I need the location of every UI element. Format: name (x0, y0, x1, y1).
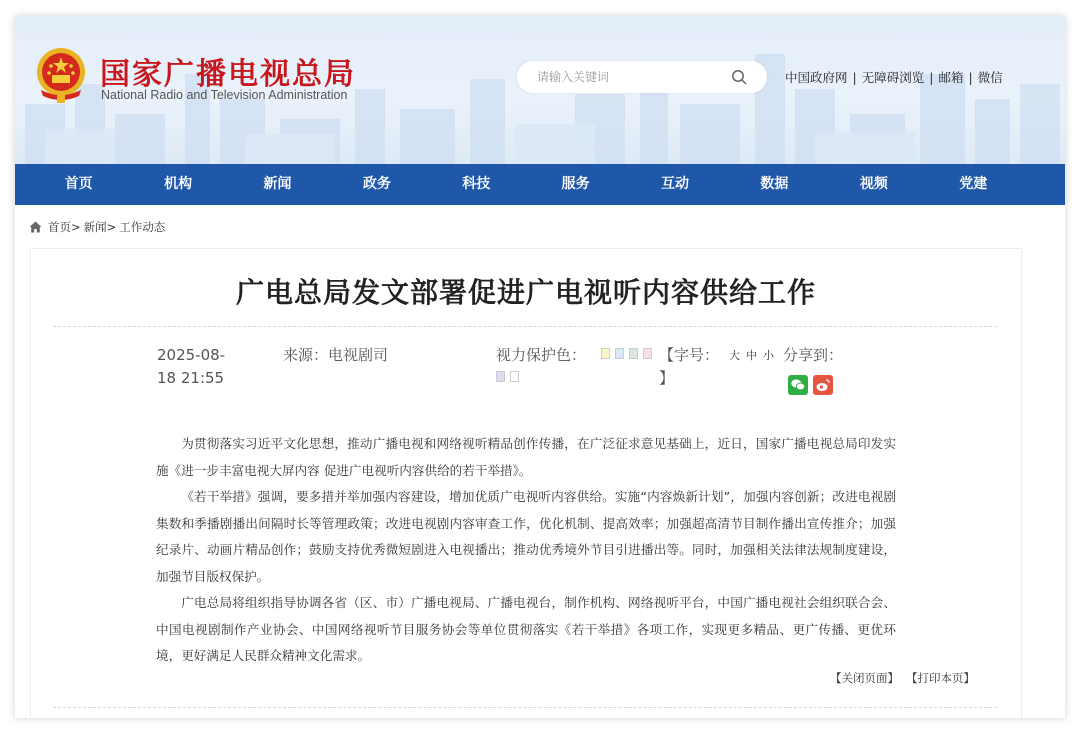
link-gov-cn[interactable]: 中国政府网 (785, 70, 848, 85)
nav-item-government-affairs[interactable]: 政务 (362, 176, 391, 192)
link-accessibility[interactable]: 无障碍浏览 (861, 70, 925, 85)
nav-item-data[interactable]: 数据 (760, 176, 789, 192)
eye-color-swatch[interactable] (496, 371, 505, 382)
article-paragraph: 广电总局将组织指导协调各省（区、市）广播电视局、广播电视台，制作机构、网络视听平台，中国广播电视社会组织联合会、中国电视剧制作产业协会、中国网络视听节目服务协会等单位贯彻落实《若干举措》各项工作，实现更多精品、更广传播、更优环境，更好满足人民群众精神文化需求。 (156, 595, 896, 663)
search-icon[interactable] (731, 69, 747, 85)
eye-color-swatch[interactable] (629, 348, 638, 359)
eye-color-swatch[interactable] (601, 348, 610, 359)
search-input[interactable] (537, 61, 727, 93)
header-banner (15, 16, 1065, 164)
breadcrumb-news[interactable]: 新闻> (83, 220, 117, 234)
article-paragraph: 为贯彻落实习近平文化思想，推动广播电视和网络视听精品创作传播，在广泛征求意见基础上，近日，国家广播电视总局印发实施《进一步丰富电视大屏内容 促进广电视听内容供给的若干举措》。 (156, 436, 896, 478)
site-subtitle: National Radio and Television Administration (101, 88, 348, 102)
search-box (517, 61, 767, 93)
font-size-bracket: 】 (659, 369, 675, 387)
publish-date-line2: 18 21:55 (157, 369, 225, 387)
breadcrumb-current[interactable]: 工作动态 (119, 220, 166, 234)
national-emblem-logo (35, 46, 87, 104)
weibo-icon (813, 375, 833, 395)
publish-date-line1: 2025-08- (157, 346, 226, 364)
link-mailbox[interactable]: 邮箱 (938, 70, 964, 85)
link-separator: | (929, 69, 934, 85)
font-size-medium[interactable]: 中 (746, 349, 757, 362)
link-separator: | (852, 69, 857, 85)
nav-item-technology[interactable]: 科技 (462, 176, 491, 192)
font-size-large[interactable]: 大 (729, 349, 740, 362)
eye-color-swatch[interactable] (510, 371, 519, 382)
nav-item-news[interactable]: 新闻 (263, 176, 292, 192)
link-separator: | (968, 69, 973, 85)
title-divider (53, 326, 997, 327)
nav-item-video[interactable]: 视频 (859, 176, 888, 192)
font-size-options (729, 347, 780, 363)
eye-color-swatches (601, 348, 657, 359)
breadcrumb-home[interactable]: 首页> (48, 220, 81, 234)
font-size-small[interactable]: 小 (763, 349, 774, 362)
close-page-button[interactable]: 【关闭页面】 (830, 671, 899, 685)
nav-item-party[interactable]: 党建 (959, 176, 988, 192)
article-panel (30, 248, 1022, 718)
top-links (785, 68, 1003, 86)
article-body (156, 431, 896, 670)
home-icon (29, 221, 42, 233)
nav-item-interaction[interactable]: 互动 (661, 176, 690, 192)
share-icons (788, 375, 838, 395)
wechat-icon (788, 375, 808, 395)
eye-protect-label: 视力保护色： (496, 346, 587, 364)
article-source: 来源：电视剧司 (283, 346, 389, 364)
print-page-button[interactable]: 【打印本页】 (906, 671, 975, 685)
article-paragraph: 《若干举措》强调，要多措并举加强内容建设，增加优质广电视听内容供给。实施“内容焕新计划”，加强内容创新；改进电视剧集数和季播剧播出间隔时长等管理政策；改进电视剧内容审查工作，优化机制、提高效率；加强超高清节目制作播出宣传推介；加强纪录片、动画片精品创作；鼓励支持优秀微短剧进入电视播出；推动优秀境外节目引进播出等。同时，加强相关法律法规制度建设，加强节目版权保护。 (156, 489, 896, 584)
publish-date (157, 344, 257, 390)
main-nav (15, 164, 1065, 205)
nav-item-home[interactable]: 首页 (64, 176, 93, 192)
weibo-share-icon[interactable] (813, 375, 833, 395)
wechat-share-icon[interactable] (788, 375, 808, 395)
article-title: 广电总局发文部署促进广电视听内容供给工作 (235, 276, 816, 309)
font-size-label: 【字号： (659, 346, 720, 364)
nav-item-organization[interactable]: 机构 (164, 176, 193, 192)
bottom-divider (53, 707, 997, 708)
nav-item-services[interactable]: 服务 (561, 176, 590, 192)
article-actions (823, 670, 975, 686)
eye-color-swatch[interactable] (615, 348, 624, 359)
site-title: 国家广播电视总局 (100, 57, 356, 92)
link-wechat[interactable]: 微信 (977, 70, 1003, 85)
share-label: 分享到： (783, 346, 844, 364)
eye-color-swatch[interactable] (643, 348, 652, 359)
breadcrumb (29, 219, 168, 235)
eye-color-swatches-row2 (496, 371, 524, 382)
browser-frame (15, 16, 1065, 718)
